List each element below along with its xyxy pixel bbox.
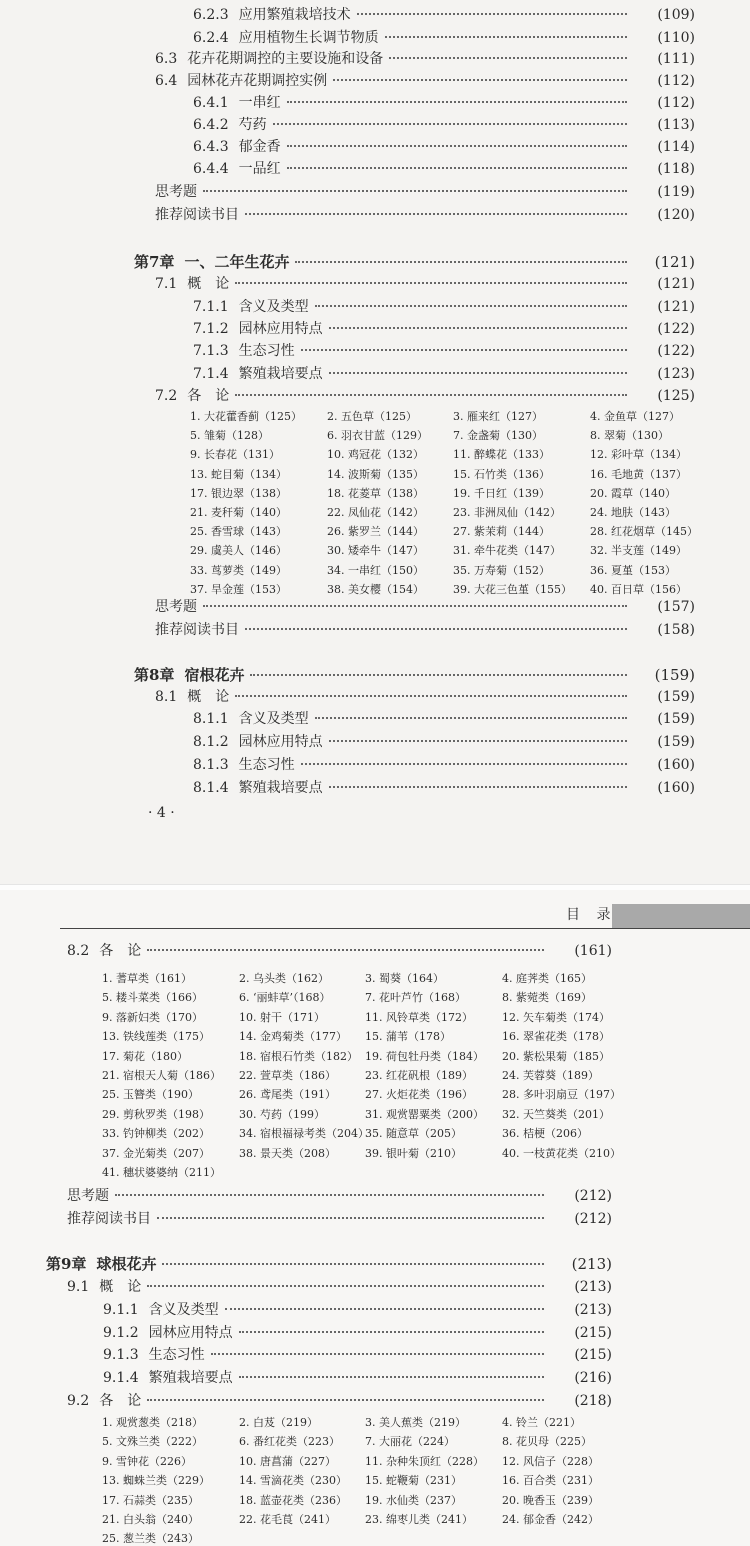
toc-entry-page: (123) xyxy=(657,366,695,382)
toc-entry-title: 一、二年生花卉 xyxy=(184,253,290,271)
toc-entry xyxy=(67,1185,612,1207)
toc-entry-page: (158) xyxy=(657,622,695,638)
toc-entry xyxy=(193,731,695,753)
species-entry: 6. 羽衣甘蓝（129） xyxy=(327,429,428,443)
species-entry: 4. 庭荠类（165） xyxy=(502,972,592,985)
toc-entry xyxy=(155,385,695,407)
dot-leader xyxy=(250,674,627,676)
species-entry: 12. 矢车菊类（174） xyxy=(502,1010,610,1024)
species-entry: 37. 旱金莲（153） xyxy=(190,582,287,596)
dot-leader xyxy=(239,1331,544,1333)
toc-entry-title: 园林应用特点 xyxy=(238,321,323,337)
species-entry: 3. 美人蕉类（219） xyxy=(365,1416,466,1429)
toc-entry-page: (121) xyxy=(654,253,695,271)
toc-entry-number: 6.4 xyxy=(155,73,178,89)
dot-leader xyxy=(385,36,627,38)
header-shade xyxy=(612,904,750,928)
toc-entry-page: (121) xyxy=(657,276,695,292)
toc-entry-page: (112) xyxy=(657,95,695,111)
toc-entry-number: 8.1 xyxy=(155,689,178,705)
dot-leader xyxy=(211,1353,544,1355)
species-entry: 23. 绵枣儿类（241） xyxy=(365,1513,473,1526)
species-entry: 10. 鸡冠花（132） xyxy=(327,448,424,462)
toc-entry-title: 含义及类型 xyxy=(238,299,309,315)
species-entry: 21. 麦秆菊（140） xyxy=(190,506,287,519)
toc-entry-page: (122) xyxy=(657,343,695,359)
toc-entry-title: 各 论 xyxy=(99,943,142,959)
dot-leader xyxy=(315,717,627,719)
species-entry: 16. 翠雀花类（178） xyxy=(502,1030,610,1044)
species-entry: 13. 铁线莲类（175） xyxy=(102,1030,210,1044)
species-entry: 28. 多叶羽扇豆（197） xyxy=(502,1088,621,1102)
species-entry: 7. 金盏菊（130） xyxy=(453,429,543,443)
dot-leader xyxy=(115,1194,544,1196)
toc-entry-title: 郁金香 xyxy=(238,139,281,155)
species-entry: 40. 百日草（156） xyxy=(590,582,687,596)
toc-entry-number: 9.1.3 xyxy=(103,1347,139,1363)
toc-entry-number: 6.4.3 xyxy=(193,139,229,155)
toc-entry-title: 繁殖栽培要点 xyxy=(148,1370,233,1386)
dot-leader xyxy=(235,695,627,697)
species-entry: 30. 芍药（199） xyxy=(239,1107,325,1121)
dot-leader xyxy=(147,949,544,951)
species-entry: 38. 景天类（208） xyxy=(239,1146,336,1160)
species-entry: 35. 万寿菊（152） xyxy=(453,563,550,577)
toc-entry-page: (114) xyxy=(657,139,695,155)
toc-entry-title: 概 论 xyxy=(187,276,230,292)
species-entry: 22. 凤仙花（142） xyxy=(327,506,424,519)
dot-leader xyxy=(273,123,627,125)
toc-entry-number: 6.2.4 xyxy=(193,30,229,46)
toc-entry-number: 第7章 xyxy=(134,253,175,271)
toc-entry-page: (109) xyxy=(657,7,695,23)
species-entry: 4. 铃兰（221） xyxy=(502,1416,581,1429)
toc-entry-title: 一串红 xyxy=(238,95,281,111)
toc-entry-page: (110) xyxy=(657,30,695,46)
toc-entry-title: 含义及类型 xyxy=(238,711,309,727)
dot-leader xyxy=(147,1399,544,1401)
species-entry: 17. 菊花（180） xyxy=(102,1049,188,1063)
dot-leader xyxy=(245,628,627,630)
toc-entry xyxy=(155,686,695,708)
species-entry: 22. 花毛茛（241） xyxy=(239,1513,336,1526)
toc-entry xyxy=(67,1208,612,1230)
toc-entry xyxy=(193,4,695,26)
toc-entry xyxy=(155,70,695,92)
toc-entry-title: 园林应用特点 xyxy=(148,1325,233,1341)
species-entry: 5. 雏菊（128） xyxy=(190,429,269,443)
toc-entry-title: 含义及类型 xyxy=(148,1302,219,1318)
toc-entry-page: (159) xyxy=(654,666,695,684)
toc-entry-page: (218) xyxy=(574,1393,612,1409)
species-entry: 15. 蒲苇（178） xyxy=(365,1030,451,1044)
species-entry: 23. 非洲凤仙（142） xyxy=(453,506,561,519)
toc-entry xyxy=(155,273,695,295)
toc-entry-page: (159) xyxy=(657,711,695,727)
dot-leader xyxy=(287,167,627,169)
dot-leader xyxy=(357,13,627,15)
toc-entry-page: (122) xyxy=(657,321,695,337)
species-entry: 22. 萱草类（186） xyxy=(239,1069,336,1082)
species-entry: 18. 花菱草（138） xyxy=(327,486,424,500)
toc-entry-number: 8.1.1 xyxy=(193,711,229,727)
species-entry: 9. 落新妇类（170） xyxy=(102,1010,203,1024)
species-entry: 39. 银叶菊（210） xyxy=(365,1146,462,1160)
toc-entry-title: 各 论 xyxy=(187,388,230,404)
toc-entry-title: 生态习性 xyxy=(148,1347,205,1363)
toc-entry-number: 9.1.2 xyxy=(103,1325,139,1341)
toc-entry-title: 生态习性 xyxy=(238,343,295,359)
dot-leader xyxy=(235,394,627,396)
toc-entry-page: (119) xyxy=(657,184,695,200)
species-entry: 8. 翠菊（130） xyxy=(590,429,669,443)
species-entry: 31. 牵牛花类（147） xyxy=(453,544,561,558)
species-entry: 11. 醉蝶花（133） xyxy=(453,448,550,462)
species-entry: 16. 百合类（231） xyxy=(502,1474,599,1488)
toc-entry xyxy=(103,1344,612,1366)
toc-entry xyxy=(134,664,695,686)
toc-entry-number: 第8章 xyxy=(134,666,175,684)
species-entry: 30. 矮牵牛（147） xyxy=(327,544,424,558)
dot-leader xyxy=(245,213,627,215)
toc-entry-number: 6.2.3 xyxy=(193,7,229,23)
species-entry: 37. 金光菊类（207） xyxy=(102,1146,210,1160)
toc-entry-number: 8.1.2 xyxy=(193,734,229,750)
species-entry: 9. 雪钟花（226） xyxy=(102,1454,192,1468)
toc-entry-page: (125) xyxy=(657,388,695,404)
toc-entry-number: 9.1.1 xyxy=(103,1302,139,1318)
toc-entry-title: 生态习性 xyxy=(238,757,295,773)
toc-entry-title: 应用植物生长调节物质 xyxy=(238,30,379,46)
species-entry: 7. 大丽花（224） xyxy=(365,1435,455,1449)
toc-entry-number: 8.1.3 xyxy=(193,757,229,773)
toc-entry-page: (215) xyxy=(574,1347,612,1363)
toc-entry xyxy=(67,940,612,962)
toc-entry-number: 7.1.3 xyxy=(193,343,229,359)
species-entry: 24. 地肤（143） xyxy=(590,506,676,519)
dot-leader xyxy=(287,101,627,103)
toc-entry-title: 思考题 xyxy=(155,599,197,615)
dot-leader xyxy=(239,1376,544,1378)
dot-leader xyxy=(301,763,627,765)
toc-entry-page: (160) xyxy=(657,757,695,773)
toc-entry-title: 思考题 xyxy=(67,1188,109,1204)
toc-entry xyxy=(193,318,695,340)
species-entry: 2. 白芨（219） xyxy=(239,1416,318,1429)
toc-entry-title: 概 论 xyxy=(187,689,230,705)
species-entry: 17. 银边翠（138） xyxy=(190,486,287,500)
species-entry: 25. 葱兰类（243） xyxy=(102,1532,199,1546)
toc-entry-number: 6.4.2 xyxy=(193,117,229,133)
species-entry: 5. 耧斗菜类（166） xyxy=(102,991,203,1005)
species-entry: 27. 火炬花类（196） xyxy=(365,1088,473,1102)
species-entry: 23. 红花矾根（189） xyxy=(365,1069,473,1082)
toc-entry xyxy=(193,92,695,114)
species-entry: 32. 天竺葵类（201） xyxy=(502,1107,610,1121)
toc-entry-number: 7.1.4 xyxy=(193,366,229,382)
toc-entry xyxy=(193,708,695,730)
toc-entry xyxy=(155,48,695,70)
species-entry: 33. 茑萝类（149） xyxy=(190,563,287,577)
toc-entry-number: 9.1 xyxy=(67,1279,90,1295)
species-entry: 7. 花叶芦竹（168） xyxy=(365,991,466,1005)
species-entry: 29. 剪秋罗类（198） xyxy=(102,1107,210,1121)
toc-entry xyxy=(193,158,695,180)
dot-leader xyxy=(203,190,627,192)
page-number: · 4 · xyxy=(148,805,175,821)
species-entry: 27. 紫茉莉（144） xyxy=(453,525,550,539)
toc-entry-number: 6.3 xyxy=(155,51,178,67)
toc-entry-title: 园林应用特点 xyxy=(238,734,323,750)
species-entry: 29. 虞美人（146） xyxy=(190,544,287,558)
toc-entry xyxy=(155,596,695,618)
dot-leader xyxy=(333,79,627,81)
toc-entry xyxy=(134,251,695,273)
toc-entry-title: 应用繁殖栽培技术 xyxy=(238,7,351,23)
header-rule xyxy=(60,928,750,929)
species-entry: 32. 半支莲（149） xyxy=(590,544,687,558)
toc-entry xyxy=(103,1299,612,1321)
species-entry: 14. 金鸡菊类（177） xyxy=(239,1030,347,1044)
species-entry: 13. 蜘蛛兰类（229） xyxy=(102,1474,210,1488)
dot-leader xyxy=(389,57,627,59)
species-entry: 35. 随意草（205） xyxy=(365,1127,462,1141)
species-entry: 24. 芙蓉葵（189） xyxy=(502,1069,599,1082)
dot-leader xyxy=(301,349,627,351)
species-entry: 15. 石竹类（136） xyxy=(453,467,550,481)
toc-entry-title: 繁殖栽培要点 xyxy=(238,366,323,382)
species-entry: 17. 石蒜类（235） xyxy=(102,1493,199,1507)
species-entry: 19. 千日红（139） xyxy=(453,486,550,500)
toc-entry xyxy=(67,1390,612,1412)
species-entry: 20. 霞草（140） xyxy=(590,486,676,500)
dot-leader xyxy=(157,1217,544,1219)
toc-entry-page: (111) xyxy=(657,51,695,67)
toc-entry-page: (159) xyxy=(657,734,695,750)
species-entry: 11. 杂种朱顶红（228） xyxy=(365,1454,484,1468)
species-entry: 26. 鸢尾类（191） xyxy=(239,1088,336,1102)
species-entry: 19. 水仙类（237） xyxy=(365,1493,462,1507)
dot-leader xyxy=(225,1308,544,1310)
toc-entry xyxy=(103,1322,612,1344)
toc-entry xyxy=(46,1253,612,1275)
toc-entry xyxy=(155,204,695,226)
toc-entry xyxy=(193,114,695,136)
species-entry: 10. 射干（171） xyxy=(239,1010,325,1024)
toc-entry-title: 推荐阅读书目 xyxy=(155,207,239,223)
species-entry: 24. 郁金香（242） xyxy=(502,1513,599,1526)
toc-entry-number: 6.4.4 xyxy=(193,161,229,177)
toc-entry-page: (216) xyxy=(574,1370,612,1386)
species-entry: 9. 长春花（131） xyxy=(190,448,280,462)
species-entry: 18. 蓝壶花类（236） xyxy=(239,1493,347,1507)
species-entry: 14. 雪滴花类（230） xyxy=(239,1474,347,1488)
toc-entry-page: (212) xyxy=(574,1188,612,1204)
dot-leader xyxy=(203,605,627,607)
toc-entry-title: 花卉花期调控的主要设施和设备 xyxy=(187,51,384,67)
toc-entry-title: 园林花卉花期调控实例 xyxy=(187,73,328,89)
species-entry: 34. 一串红（150） xyxy=(327,563,424,577)
species-entry: 40. 一枝黄花类（210） xyxy=(502,1146,621,1160)
toc-entry-title: 概 论 xyxy=(99,1279,142,1295)
toc-entry-title: 繁殖栽培要点 xyxy=(238,780,323,796)
toc-entry-number: 7.1 xyxy=(155,276,178,292)
dot-leader xyxy=(329,327,627,329)
species-entry: 28. 红花烟草（145） xyxy=(590,525,698,539)
species-entry: 25. 玉簪类（190） xyxy=(102,1088,199,1102)
species-entry: 36. 夏堇（153） xyxy=(590,563,676,577)
species-entry: 26. 紫罗兰（144） xyxy=(327,525,424,539)
toc-entry-title: 推荐阅读书目 xyxy=(155,622,239,638)
dot-leader xyxy=(295,261,627,263)
species-entry: 2. 五色草（125） xyxy=(327,410,417,423)
toc-entry xyxy=(155,181,695,203)
species-entry: 21. 白头翁（240） xyxy=(102,1513,199,1526)
species-entry: 38. 美女樱（154） xyxy=(327,582,424,596)
species-entry: 14. 波斯菊（135） xyxy=(327,467,424,481)
toc-entry-page: (121) xyxy=(657,299,695,315)
species-entry: 4. 金鱼草（127） xyxy=(590,410,680,423)
species-entry: 36. 桔梗（206） xyxy=(502,1127,588,1141)
toc-entry-page: (112) xyxy=(657,73,695,89)
toc-entry xyxy=(193,27,695,49)
toc-entry-page: (159) xyxy=(657,689,695,705)
species-entry: 41. 穗状婆婆纳（211） xyxy=(102,1166,221,1179)
species-entry: 8. 花贝母（225） xyxy=(502,1435,592,1449)
toc-entry-page: (118) xyxy=(657,161,695,177)
dot-leader xyxy=(329,740,627,742)
species-entry: 12. 风信子（228） xyxy=(502,1454,599,1468)
toc-entry-number: 8.1.4 xyxy=(193,780,229,796)
dot-leader xyxy=(162,1263,544,1265)
toc-entry-title: 推荐阅读书目 xyxy=(67,1211,151,1227)
toc-entry-number: 6.4.1 xyxy=(193,95,229,111)
species-entry: 1. 蓍草类（161） xyxy=(102,972,192,985)
species-entry: 15. 蛇鞭菊（231） xyxy=(365,1474,462,1488)
toc-entry-title: 宿根花卉 xyxy=(184,666,245,684)
toc-entry xyxy=(193,363,695,385)
species-entry: 33. 钓钟柳类（202） xyxy=(102,1127,210,1141)
species-entry: 5. 文殊兰类（222） xyxy=(102,1435,203,1449)
dot-leader xyxy=(329,786,627,788)
header-label: 目 录 xyxy=(566,907,617,923)
toc-entry xyxy=(193,136,695,158)
dot-leader xyxy=(329,372,627,374)
toc-entry-number: 第9章 xyxy=(46,1255,87,1273)
toc-entry-page: (213) xyxy=(571,1255,612,1273)
toc-entry xyxy=(193,340,695,362)
species-entry: 1. 观赏葱类（218） xyxy=(102,1416,203,1429)
toc-entry-page: (213) xyxy=(574,1279,612,1295)
toc-entry-number: 7.1.1 xyxy=(193,299,229,315)
toc-entry-page: (212) xyxy=(574,1211,612,1227)
toc-entry xyxy=(67,1276,612,1298)
toc-entry-page: (215) xyxy=(574,1325,612,1341)
toc-entry-page: (213) xyxy=(574,1302,612,1318)
toc-entry-page: (113) xyxy=(657,117,695,133)
species-entry: 6. 番红花类（223） xyxy=(239,1435,340,1449)
species-entry: 11. 风铃草类（172） xyxy=(365,1010,473,1024)
dot-leader xyxy=(287,145,627,147)
species-entry: 16. 毛地黄（137） xyxy=(590,467,687,481)
species-entry: 34. 宿根福禄考类（204） xyxy=(239,1127,369,1141)
toc-entry-number: 8.2 xyxy=(67,943,90,959)
species-entry: 10. 唐菖蒲（227） xyxy=(239,1454,336,1468)
toc-entry-title: 球根花卉 xyxy=(96,1255,157,1273)
species-entry: 20. 紫松果菊（185） xyxy=(502,1049,610,1063)
species-entry: 8. 紫菀类（169） xyxy=(502,991,592,1005)
toc-entry-number: 9.2 xyxy=(67,1393,90,1409)
toc-entry xyxy=(193,296,695,318)
species-entry: 12. 彩叶草（134） xyxy=(590,448,687,462)
species-entry: 18. 宿根石竹类（182） xyxy=(239,1049,358,1063)
species-entry: 21. 宿根天人菊（186） xyxy=(102,1069,221,1082)
toc-entry-page: (120) xyxy=(657,207,695,223)
species-entry: 3. 雁来红（127） xyxy=(453,410,543,423)
toc-entry-number: 7.2 xyxy=(155,388,178,404)
dot-leader xyxy=(315,305,627,307)
toc-entry xyxy=(103,1367,612,1389)
toc-entry-number: 9.1.4 xyxy=(103,1370,139,1386)
species-entry: 39. 大花三色堇（155） xyxy=(453,582,572,596)
toc-entry-title: 思考题 xyxy=(155,184,197,200)
species-entry: 2. 乌头类（162） xyxy=(239,972,329,985)
toc-entry-number: 7.1.2 xyxy=(193,321,229,337)
species-entry: 6. ‘丽蚌草’（168） xyxy=(239,991,331,1005)
species-entry: 25. 香雪球（143） xyxy=(190,525,287,539)
species-entry: 3. 蜀葵（164） xyxy=(365,972,444,985)
toc-entry xyxy=(155,619,695,641)
species-entry: 1. 大花藿香蓟（125） xyxy=(190,410,302,423)
species-entry: 19. 荷包牡丹类（184） xyxy=(365,1049,484,1063)
toc-page-lower xyxy=(0,890,750,1546)
toc-entry-title: 一品红 xyxy=(238,161,281,177)
toc-entry xyxy=(193,754,695,776)
toc-entry-page: (157) xyxy=(657,599,695,615)
toc-entry-page: (161) xyxy=(574,943,612,959)
dot-leader xyxy=(235,282,627,284)
toc-entry-title: 芍药 xyxy=(238,117,267,133)
toc-entry xyxy=(193,777,695,799)
toc-entry-title: 各 论 xyxy=(99,1393,142,1409)
species-entry: 20. 晚香玉（239） xyxy=(502,1493,599,1507)
toc-entry-page: (160) xyxy=(657,780,695,796)
species-entry: 13. 蛇目菊（134） xyxy=(190,467,287,481)
dot-leader xyxy=(147,1285,544,1287)
species-entry: 31. 观赏罂粟类（200） xyxy=(365,1107,484,1121)
